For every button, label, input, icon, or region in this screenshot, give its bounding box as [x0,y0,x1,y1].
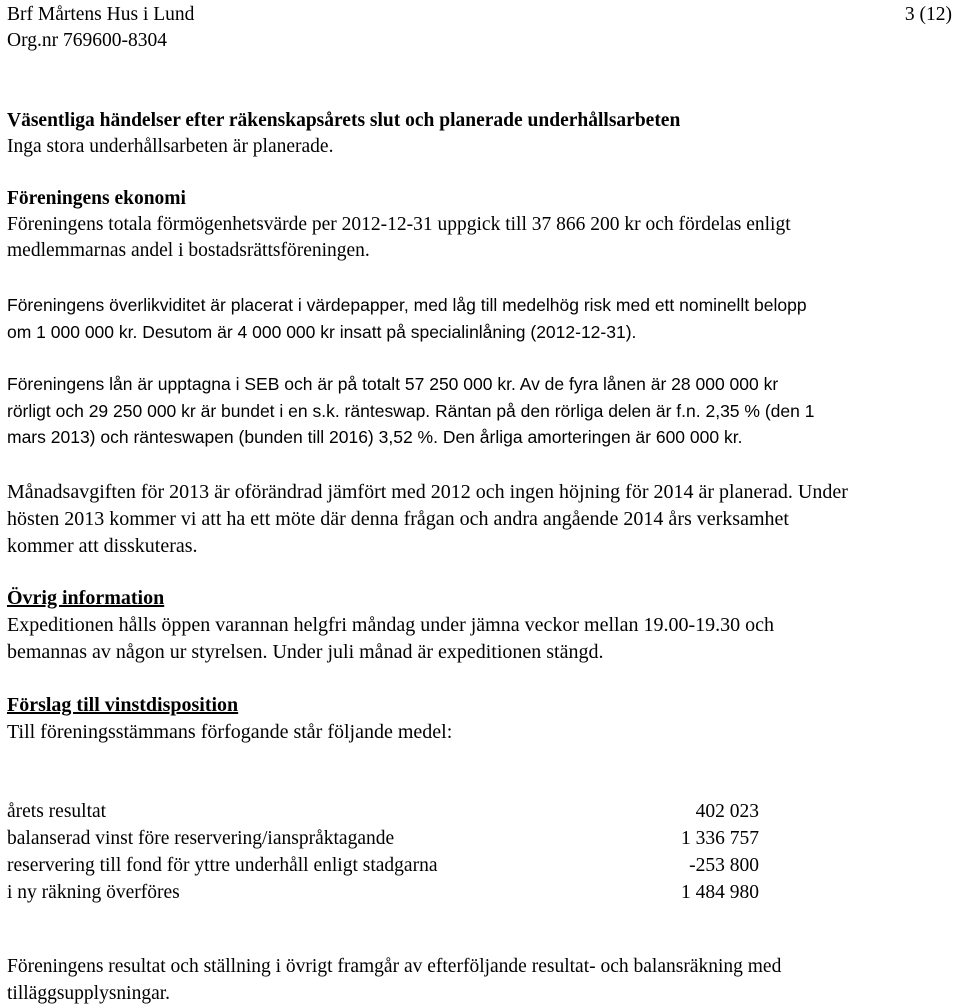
events-text: Inga stora underhållsarbeten är planerade. [7,136,334,157]
economy-text3-line1: Föreningens lån är upptagna i SEB och är på totalt 57 250 000 kr. Av de fyra lånen är 28 000 000 kr [7,374,779,394]
other-info-line1: Expeditionen hålls öppen varannan helgfri måndag under jämna veckor mellan 19.00-19.30 och [7,613,774,636]
proposal-heading: Förslag till vinstdisposition [7,693,239,716]
document-body [7,108,957,1007]
row-label: årets resultat [7,800,107,822]
other-info-line2: bemannas av någon ur styrelsen. Under juli månad är expeditionen stängd. [7,640,604,663]
header-left [7,2,194,54]
other-info-heading: Övrig information [7,586,165,609]
table-row [7,798,759,825]
economy-text4-line3: kommer att disskuteras. [7,534,198,557]
row-label: reservering till fond för yttre underhåll enligt stadgarna [7,854,438,876]
row-amount: 1 484 980 [681,881,759,903]
economy-text1-line2: medlemmarnas andel i bostadsrättsföreningen. [7,240,370,261]
economy-text3-line2: rörligt och 29 250 000 kr är bundet i en s.k. ränteswap. Räntan på den rörliga delen är f.n. 2,35 % (den 1 [7,400,815,421]
economy-details [7,292,957,451]
closing-line1: Föreningens resultat och ställning i övrigt framgår av efterföljande resultat- och balansräkning med [7,955,782,977]
economy-text1-line1: Föreningens totala förmögenhetsvärde per 2012-12-31 uppgick till 37 866 200 kr och fördelas enligt [7,214,791,235]
economy-text2-line2: om 1 000 000 kr. Desutom är 4 000 000 kr insatt på specialinlåning (2012-12-31). [7,321,637,342]
economy-text4-line2: hösten 2013 kommer vi att ha ett möte där denna frågan och andra angående 2014 års verksamhet [7,507,789,530]
company-name: Brf Mårtens Hus i Lund [7,4,195,25]
economy-text2-line1: Föreningens överlikviditet är placerat i värdepapper, med låg till medelhög risk med ett nominellt belopp [7,295,807,315]
row-amount: -253 800 [689,854,759,876]
table-row [7,879,759,906]
closing-line2: tilläggsupplysningar. [7,982,171,1004]
disposition-table [7,798,759,906]
closing-paragraph [7,953,957,1007]
proposal-intro: Till föreningsstämmans förfogande står följande medel: [7,720,453,743]
proposal-section [7,692,957,746]
economy-text3-line3: mars 2013) och ränteswapen (bunden till 2016) 3,52 %. Den årliga amorteringen är 600 000 kr. [7,427,743,447]
economy-heading: Föreningens ekonomi [7,188,186,209]
row-label: i ny räkning överföres [7,881,180,903]
row-label: balanserad vinst före reservering/ianspråktagande [7,827,395,849]
economy-text4-line1: Månadsavgiften för 2013 är oförändrad jämfört med 2012 och ingen höjning för 2014 är planerad. Under [7,480,848,503]
org-number: Org.nr 769600-8304 [7,30,167,51]
row-amount: 1 336 757 [681,827,759,849]
page-number: 3 (12) [904,4,952,25]
events-heading: Väsentliga händelser efter räkenskapsårets slut och planerade underhållsarbeten [7,110,681,131]
row-amount: 402 023 [695,800,759,822]
table-row [7,852,759,879]
table-row [7,825,759,852]
other-info-section [7,585,957,666]
fee-paragraph [7,479,957,560]
